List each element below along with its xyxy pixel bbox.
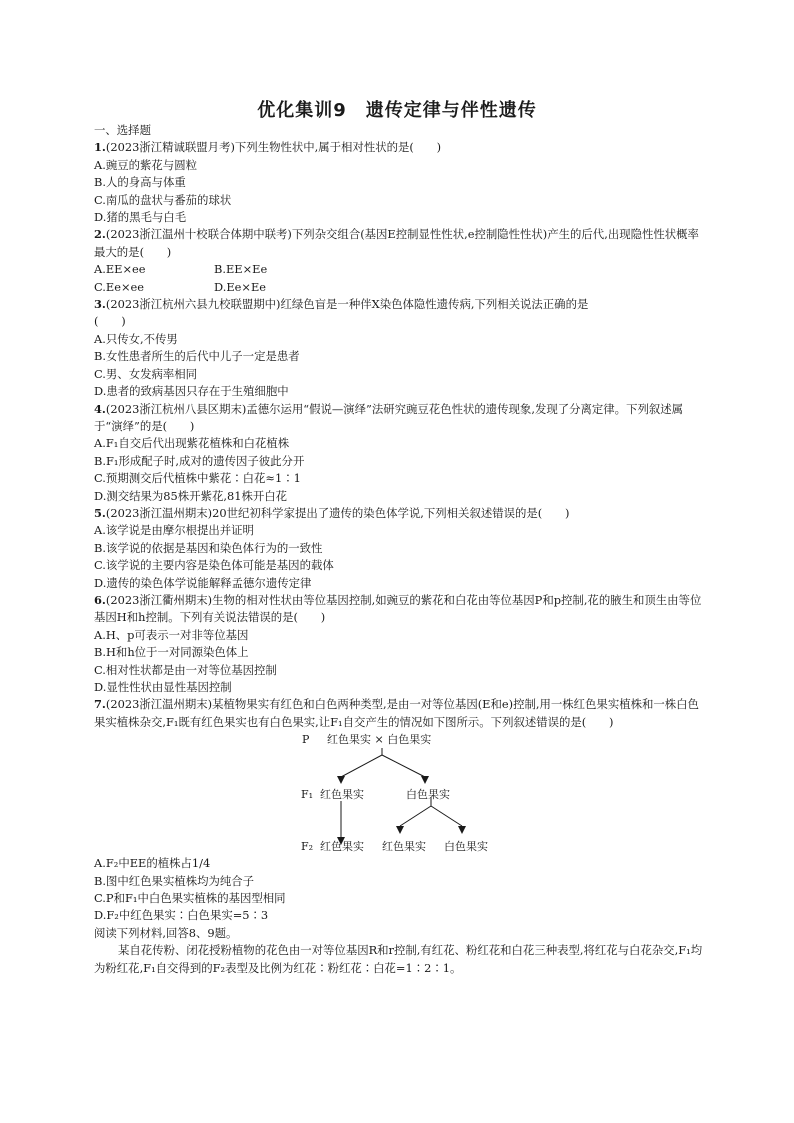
question-stem: (2023浙江温州期末)某植物果实有红色和白色两种类型,是由一对等位基因(E和e)控制,用一株红色果实植株和一株白色果实植株杂交,F₁既有红色果实也有白色果实,让F₁自交产生的情况如下图所示。下列叙述错误的是( ) xyxy=(94,697,699,729)
question-4 xyxy=(94,401,706,505)
question-3 xyxy=(94,296,726,400)
question-number: 7. xyxy=(94,697,106,712)
arrow-head xyxy=(458,826,466,834)
question-1 xyxy=(94,139,706,226)
branch-line-left xyxy=(400,806,431,826)
question-stem: (2023浙江精诚联盟月考)下列生物性状中,属于相对性状的是( ) xyxy=(105,140,442,155)
question-stem: (2023浙江温州期末)20世纪初科学家提出了遗传的染色体学说,下列相关叙述错误的是( ) xyxy=(105,505,570,520)
question-7 xyxy=(94,696,706,924)
parent-cross: 红色果实 × 白色果实 xyxy=(327,733,432,747)
option-d: D.显性性状由显性基因控制 xyxy=(94,680,232,694)
question-stem: (2023浙江杭州六县九校联盟期中)红绿色盲是一种伴X染色体隐性遗传病,下列相关说法正确的是 ( ) xyxy=(94,297,726,329)
option-d: D.患者的致病基因只存在于生殖细胞中 xyxy=(94,384,289,399)
option-b: B.图中红色果实植株均为纯合子 xyxy=(94,873,255,888)
question-number: 5. xyxy=(94,505,106,520)
question-6 xyxy=(94,592,706,696)
option-d: D.F₂中红色果实∶白色果实=5∶3 xyxy=(94,908,269,923)
branch-line-left xyxy=(341,755,382,777)
option-b: B.EE×Ee xyxy=(214,262,268,277)
option-a: A.该学说是由摩尔根提出并证明 xyxy=(94,523,254,538)
option-b: B.H和h位于一对同源染色体上 xyxy=(94,645,249,660)
f1-red-fruit: 红色果实 xyxy=(320,788,364,802)
option-a: A.豌豆的紫花与圆粒 xyxy=(94,157,197,172)
arrow-head xyxy=(337,776,345,784)
branch-line-right xyxy=(431,806,462,826)
option-c: C.男、女发病率相同 xyxy=(94,366,198,381)
option-c: C.P和F₁中白色果实植株的基因型相同 xyxy=(94,891,286,906)
arrow-head xyxy=(421,776,429,784)
p-label: P xyxy=(302,733,310,747)
option-a: A.EE×ee xyxy=(94,262,146,277)
question-2 xyxy=(94,226,706,296)
option-c: C.南瓜的盘状与番茄的球状 xyxy=(94,192,232,207)
reading-passage: 某自花传粉、闭花授粉植物的花色由一对等位基因R和r控制,有红花、粉红花和白花三种表型,将红花与白花杂交,F₁均为粉红花,F₁自交得到的F₂表型及比例为红花∶粉红花∶白花=1∶2∶1。 xyxy=(94,943,703,975)
f2-label: F₂ xyxy=(301,840,314,854)
option-a: A.F₂中EE的植株占1/4 xyxy=(94,856,211,871)
reading-material xyxy=(94,925,706,977)
f1-white-fruit: 白色果实 xyxy=(406,788,450,802)
option-c: C.预期测交后代植株中紫花∶白花≈1∶1 xyxy=(94,471,301,486)
f1-label: F₁ xyxy=(301,788,314,802)
question-number: 2. xyxy=(94,227,106,242)
option-b: B.人的身高与体重 xyxy=(94,175,186,190)
question-5 xyxy=(94,505,706,592)
option-d: D.猪的黑毛与白毛 xyxy=(94,210,187,225)
option-b: B.女性患者所生的后代中儿子一定是患者 xyxy=(94,349,300,364)
option-b: B.该学说的依据是基因和染色体行为的一致性 xyxy=(94,540,323,555)
question-list xyxy=(94,122,726,977)
question-stem: (2023浙江杭州八县区期末)孟德尔运用“假说—演绎”法研究豌豆花色性状的遗传现象,发现了分离定律。下列叙述属于“演绎”的是( ) xyxy=(94,401,684,433)
option-c: C.该学说的主要内容是染色体可能是基因的载体 xyxy=(94,558,334,573)
question-number: 1. xyxy=(94,140,106,155)
question-stem: (2023浙江衢州期末)生物的相对性状由等位基因控制,如豌豆的紫花和白花由等位基因P和p控制,花的腋生和顶生由等位基因H和h控制。下列有关说法错误的是( ) xyxy=(94,592,702,625)
f2-red-fruit-b: 红色果实 xyxy=(382,840,426,854)
option-b: B.F₁形成配子时,成对的遗传因子彼此分开 xyxy=(94,453,305,468)
option-c: C.Ee×ee xyxy=(94,279,145,294)
branch-line-right xyxy=(382,755,425,777)
option-a: A.H、p可表示一对非等位基因 xyxy=(94,627,249,642)
f2-white-fruit: 白色果实 xyxy=(444,840,488,854)
option-a: A.只传女,不传男 xyxy=(94,331,178,346)
option-d: D.遗传的染色体学说能解释孟德尔遗传定律 xyxy=(94,575,312,590)
question-stem: (2023浙江温州十校联合体期中联考)下列杂交组合(基因E控制显性性状,e控制隐性性状)产生的后代,出现隐性性状概率最大的是( ) xyxy=(94,227,699,259)
reading-intro: 阅读下列材料,回答8、9题。 xyxy=(94,925,238,940)
option-a: A.F₁自交后代出现紫花植株和白花植株 xyxy=(94,436,290,451)
option-d: D.Ee×Ee xyxy=(214,279,267,294)
option-c: C.相对性状都是由一对等位基因控制 xyxy=(94,662,277,677)
question-number: 6. xyxy=(94,592,106,607)
page-title: 优化集训9 遗传定律与伴性遗传 xyxy=(257,100,537,121)
section-heading: 一、选择题 xyxy=(94,123,151,137)
f2-red-fruit-a: 红色果实 xyxy=(320,840,364,854)
question-number: 4. xyxy=(94,401,106,416)
option-d: D.测交结果为85株开紫花,81株开白花 xyxy=(94,488,288,503)
cross-diagram xyxy=(94,731,706,855)
arrow-head xyxy=(396,826,404,834)
cross-lines xyxy=(94,731,706,855)
question-number: 3. xyxy=(94,297,106,312)
